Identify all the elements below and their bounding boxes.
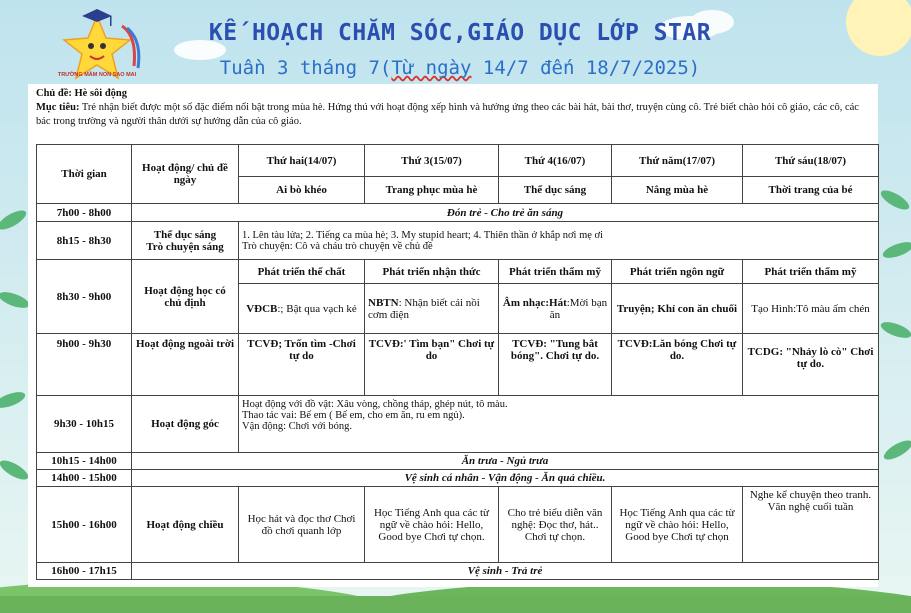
- row-activity: [132, 222, 239, 260]
- outdoor-cell: TCVĐ:Lăn bóng Chơi tự do.: [612, 334, 743, 396]
- logo-caption: TRƯỜNG MẦM NON SAO MAI: [57, 72, 137, 78]
- row-time: 16h00 - 17h15: [37, 563, 132, 580]
- area-cell: Phát triển nhận thức: [365, 260, 499, 284]
- topic-value: Hè sôi động: [71, 88, 128, 99]
- table-row: [37, 487, 879, 563]
- plan-title: KẾ HOẠCH CHĂM SÓC,GIÁO DỤC LỚP STAR: [208, 20, 712, 46]
- lesson-cell: [499, 284, 612, 334]
- row-time: 9h30 - 10h15: [37, 396, 132, 453]
- afternoon-cell: Học hát và đọc thơ Chơi đồ chơi quanh lớp: [239, 487, 365, 563]
- row-activity: Hoạt động học có chủ định: [132, 260, 239, 334]
- row-full-text: [239, 222, 879, 260]
- area-cell: Phát triển ngôn ngữ: [612, 260, 743, 284]
- area-cell: Phát triển thẩm mỹ: [499, 260, 612, 284]
- lesson-cell: Tạo Hình:Tô màu ấm chén: [743, 284, 879, 334]
- topic-label: Chủ đề:: [36, 88, 72, 99]
- day-header: Thứ năm(17/07): [612, 145, 743, 177]
- row-activity: Hoạt động góc: [132, 396, 239, 453]
- day-header: Thứ 4(16/07): [499, 145, 612, 177]
- text-line: Hoạt động với đồ vật: Xâu vòng, chồng tháp, ghép nút, tô màu.: [242, 399, 508, 410]
- row-full-text: Vệ sinh cá nhân - Vận động - Ăn quả chiều.: [132, 470, 879, 487]
- subtitle-part: Từ ngày: [391, 57, 472, 79]
- table-row: [37, 334, 879, 396]
- row-time: 9h00 - 9h30: [37, 334, 132, 396]
- table-row: [37, 563, 879, 580]
- row-full-text: Ăn trưa - Ngủ trưa: [132, 453, 879, 470]
- table-header-row: [37, 145, 879, 177]
- plan-intro: [36, 87, 874, 129]
- area-cell: Phát triển thể chất: [239, 260, 365, 284]
- table-row: [37, 204, 879, 222]
- table-row: [37, 396, 879, 453]
- goal-value: Trẻ nhận biết được một số đặc điểm nổi bật trong mùa hè. Hứng thú với hoạt động xếp hình và hưởng ứng theo các bài hát, bài thơ, truyện cùng cô. Trẻ biết chào hỏi cô giáo, các cô, các bác trong trường và người thân dưới sự hướng dẫn của cô giáo.: [36, 102, 859, 127]
- plan-table: [36, 144, 879, 580]
- table-row: [37, 222, 879, 260]
- day-header: Thứ hai(14/07): [239, 145, 365, 177]
- area-cell: Phát triển thẩm mỹ: [743, 260, 879, 284]
- row-full-text: [239, 396, 879, 453]
- outdoor-cell: TCVĐ: "Tung bắt bóng". Chơi tự do.: [499, 334, 612, 396]
- header-activity: Hoạt động/ chủ đề ngày: [132, 145, 239, 204]
- row-time: 8h30 - 9h00: [37, 260, 132, 334]
- text-line: Vận động: Chơi với bóng.: [242, 421, 352, 432]
- lesson-cell: Truyện; Khỉ con ăn chuối: [612, 284, 743, 334]
- table-row: [37, 260, 879, 284]
- outdoor-cell: TCVĐ:' Tìm bạn" Chơi tự do: [365, 334, 499, 396]
- lesson-bold: NBTN: [368, 296, 399, 309]
- lesson-cell: [365, 284, 499, 334]
- row-time: 7h00 - 8h00: [37, 204, 132, 222]
- lesson-text: : Nhận biết cái nồi cơm điện: [368, 296, 480, 321]
- row-full-text: Vệ sinh - Trả trẻ: [132, 563, 879, 580]
- day-theme: Ai bò khéo: [239, 177, 365, 204]
- outdoor-cell: TCVĐ; Trốn tìm -Chơi tự do: [239, 334, 365, 396]
- outdoor-cell: TCDG: "Nhảy lò cò" Chơi tự do.: [743, 334, 879, 396]
- day-theme: Trang phục mùa hè: [365, 177, 499, 204]
- afternoon-cell: Cho trẻ biểu diễn văn nghệ: Đọc thơ, hát.. Chơi tự chọn.: [499, 487, 612, 563]
- plan-subtitle: [60, 57, 860, 79]
- day-header: Thứ 3(15/07): [365, 145, 499, 177]
- afternoon-cell: Học Tiếng Anh qua các từ ngữ về chào hỏi: Hello, Good bye Chơi tự chọn.: [365, 487, 499, 563]
- subtitle-part: Tuần 3 tháng 7(: [219, 57, 392, 79]
- table-row: [37, 470, 879, 487]
- goal-line: [36, 101, 874, 129]
- lesson-text: :Mời bạn ăn: [549, 296, 608, 321]
- day-theme: Nắng mùa hè: [612, 177, 743, 204]
- row-full-text: Đón trẻ - Cho trẻ ăn sáng: [132, 204, 879, 222]
- text-line: 1. Lên tàu lửa; 2. Tiếng ca mùa hè; 3. My stupid heart; 4. Thiên thần ở khắp nơi mẹ ơi: [242, 229, 604, 241]
- text-line: Thao tác vai: Bế em ( Bế em, cho em ăn, ru em ngủ).: [242, 410, 465, 421]
- lesson-bold: VĐCB: [246, 302, 278, 315]
- day-header: Thứ sáu(18/07): [743, 145, 879, 177]
- row-time: 8h15 - 8h30: [37, 222, 132, 260]
- activity-line: Thể dục sáng: [153, 228, 217, 241]
- goal-label: Mục tiêu:: [36, 102, 80, 113]
- row-time: 10h15 - 14h00: [37, 453, 132, 470]
- day-theme: Thể dục sáng: [499, 177, 612, 204]
- activity-line: Trò chuyện sáng: [146, 240, 224, 253]
- row-activity: Hoạt động ngoài trời: [132, 334, 239, 396]
- lesson-bold: Âm nhạc:Hát: [502, 296, 567, 309]
- table-row: [37, 453, 879, 470]
- subtitle-part: 14/7 đến 18/7/2025): [471, 57, 701, 79]
- afternoon-cell: Học Tiếng Anh qua các từ ngữ về chào hỏi: Hello, Good bye Chơi tự chọn: [612, 487, 743, 563]
- topic-line: [36, 87, 874, 101]
- row-time: 15h00 - 16h00: [37, 487, 132, 563]
- lesson-text: :; Bật qua vạch kẻ: [277, 302, 357, 315]
- afternoon-cell: Nghe kể chuyện theo tranh. Văn nghệ cuối tuần: [743, 487, 879, 563]
- text-line: Trò chuyện: Cô và cháu trò chuyện về chủ đề: [242, 240, 433, 252]
- row-activity: Hoạt động chiều: [132, 487, 239, 563]
- day-theme: Thời trang của bé: [743, 177, 879, 204]
- row-time: 14h00 - 15h00: [37, 470, 132, 487]
- lesson-cell: [239, 284, 365, 334]
- header-time: Thời gian: [37, 145, 132, 204]
